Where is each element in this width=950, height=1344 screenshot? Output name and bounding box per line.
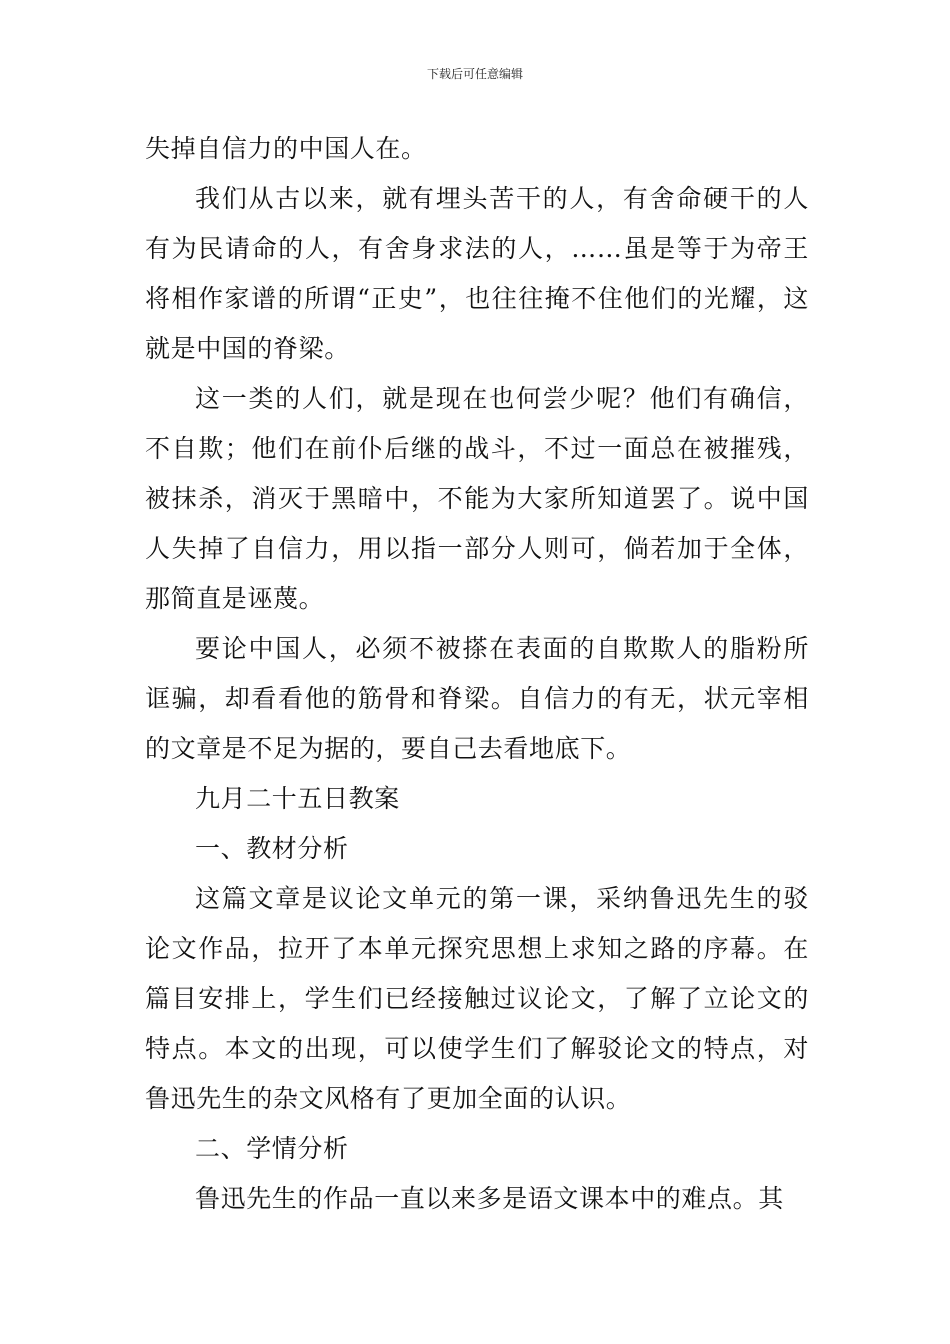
paragraph: 失掉自信力的中国人在。 [145,134,427,163]
paragraph: 这篇文章是议论文单元的第一课，采纳鲁迅先生的驳论文作品，拉开了本单元探究思想上求知之路的序幕。在篇目安排上，学生们已经接触过议论文，了解了立论文的特点。本文的出现，可以使学生们了解驳论文的特点，对鲁迅先生的杂文风格有了更加全面的认识。 [145,884,809,1113]
section-heading-student-analysis: 二、学情分析 [195,1134,349,1163]
paragraph: 这一类的人们，就是现在也何尝少呢？他们有确信，不自欺；他们在前仆后继的战斗，不过一面总在被摧残，被抹杀，消灭于黑暗中，不能为大家所知道罢了。说中国人失掉了自信力，用以指一部分人则可，倘若加于全体，那简直是诬蔑。 [145,384,809,613]
document-body [145,124,809,1224]
section-date-heading: 九月二十五日教案 [195,784,400,813]
paragraph: 鲁迅先生的作品一直以来多是语文课本中的难点。其 [195,1184,784,1213]
section-heading-textbook-analysis: 一、教材分析 [195,834,349,863]
page-header-note: 下载后可任意编辑 [426,67,523,81]
paragraph: 我们从古以来，就有埋头苦干的人，有舍命硬干的人有为民请命的人，有舍身求法的人，……虽是等于为帝王将相作家谱的所谓“正史”，也往往掩不住他们的光耀，这就是中国的脊梁。 [145,184,809,363]
paragraph: 要论中国人，必须不被搽在表面的自欺欺人的脂粉所诓骗，却看看他的筋骨和脊梁。自信力的有无，状元宰相的文章是不足为据的，要自己去看地底下。 [145,634,809,763]
